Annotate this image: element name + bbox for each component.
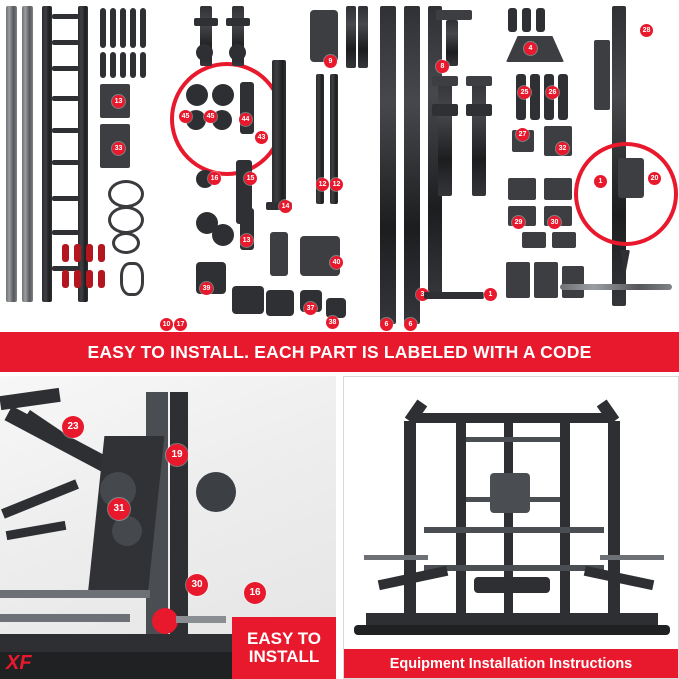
part-label: 45 (179, 110, 192, 123)
part-label: 4 (524, 42, 537, 55)
barbell-left (364, 555, 428, 560)
part-bracket-35 (326, 298, 346, 318)
part-pin-44 (240, 82, 254, 134)
part-red-bolt (98, 270, 105, 288)
part-label: 33 (112, 142, 125, 155)
part-clamp (270, 232, 288, 276)
part-bracket-9 (310, 10, 338, 62)
rack-crossbar-4 (424, 565, 604, 571)
part-cable-loop (108, 206, 144, 234)
part-pad-bracket (534, 262, 558, 298)
part-pulley (212, 84, 234, 106)
part-pin (530, 74, 540, 120)
part-label: 14 (279, 200, 292, 213)
part-pin (522, 8, 531, 32)
part-label: 16 (208, 172, 221, 185)
part-label: 25 (518, 86, 531, 99)
rack-crossbar-3 (424, 527, 604, 533)
part-label: 1 (594, 175, 607, 188)
photo-callout: 30 (186, 574, 208, 596)
part-bracket (544, 178, 572, 200)
rack-floor-shadow (354, 625, 670, 635)
part-label: 10 (160, 318, 173, 331)
part-bolt (120, 52, 126, 78)
part-bolt (120, 8, 126, 48)
part-u-bracket (120, 262, 144, 296)
part-tube (346, 6, 356, 68)
part-pin (508, 8, 517, 32)
part-bolt (130, 8, 136, 48)
part-cap (432, 76, 458, 86)
part-label: 39 (200, 282, 213, 295)
part-label: 15 (244, 172, 257, 185)
part-label: 13 (112, 95, 125, 108)
part-label: 17 (174, 318, 187, 331)
machine-red-knob (152, 608, 178, 634)
part-top-plate (436, 10, 472, 20)
part-label: 12 (316, 178, 329, 191)
machine-base-rail (0, 634, 250, 652)
part-main-column-a (380, 6, 396, 324)
part-label: 20 (648, 172, 661, 185)
part-pad-bracket (506, 262, 530, 298)
barbell-right (600, 555, 664, 560)
part-label: 8 (436, 60, 449, 73)
headline-banner (0, 332, 679, 372)
part-pin (558, 74, 568, 120)
photo-callout: 19 (166, 444, 188, 466)
photo-callout: 16 (244, 582, 266, 604)
part-rung (52, 160, 79, 165)
part-label: 29 (512, 216, 525, 229)
part-rung (52, 40, 79, 45)
part-rung (52, 96, 79, 101)
part-rung (52, 14, 79, 19)
part-bracket-33R (552, 232, 576, 248)
machine-pop-pin (176, 616, 226, 623)
part-pad-bracket (562, 266, 584, 298)
part-bracket (508, 178, 536, 200)
part-label: 28 (640, 24, 653, 37)
part-main-column-b (404, 6, 420, 324)
part-label: 1 (484, 288, 497, 301)
machine-weight-bar-2 (0, 614, 130, 622)
headline-text: EASY TO INSTALL. EACH PART IS LABELED WITH A CODE (87, 341, 592, 362)
part-rung (52, 196, 79, 201)
part-bolt (100, 52, 106, 78)
part-tube (472, 76, 486, 196)
part-label: 12 (330, 178, 343, 191)
part-label: 40 (330, 256, 343, 269)
rack-inner-column-right (560, 421, 570, 617)
part-red-bolt (86, 270, 93, 288)
rack-base-beam (366, 613, 658, 625)
part-red-bolt (74, 244, 81, 262)
caption-bar (344, 649, 678, 678)
part-joint (432, 104, 458, 116)
part-long-tube-14 (272, 60, 286, 208)
part-bolt (100, 8, 106, 48)
part-crossbeam (424, 292, 484, 299)
part-roller (196, 44, 213, 61)
rack-column-right (608, 421, 620, 621)
part-cap (466, 76, 492, 86)
part-label: 30 (548, 216, 561, 229)
part-bolt (110, 52, 116, 78)
part-label: 44 (239, 113, 252, 126)
part-red-bolt (74, 270, 81, 288)
part-rung (52, 230, 79, 235)
part-pulley (186, 84, 208, 106)
part-red-bolt (98, 244, 105, 262)
part-bracket-38 (232, 286, 264, 314)
part-clamp-20 (618, 158, 644, 198)
caption-text: Equipment Installation Instructions (389, 655, 633, 672)
part-rung (52, 128, 79, 133)
part-label: 6 (380, 318, 393, 331)
part-pulley (212, 224, 234, 246)
machine-column-2 (170, 392, 188, 642)
part-label: 38 (326, 316, 339, 329)
machine-weight-bar (0, 590, 150, 598)
part-barbell (560, 284, 672, 290)
part-tube (438, 76, 452, 196)
part-tube-8 (446, 20, 458, 66)
part-bracket-37 (266, 290, 294, 316)
part-jhook-arm (194, 18, 218, 26)
part-joint (466, 104, 492, 116)
part-label: 32 (556, 142, 569, 155)
part-red-bolt (62, 270, 69, 288)
photo-callout: 31 (108, 498, 130, 520)
part-bolt (140, 8, 146, 48)
rack-inner-column-left (456, 421, 466, 617)
easy-install-line2: INSTALL (248, 647, 320, 666)
part-red-bolt (86, 244, 93, 262)
easy-install-line1: EASY TO (246, 629, 321, 649)
part-label: 26 (546, 86, 559, 99)
part-cable-loop (112, 232, 140, 254)
part-tube (358, 6, 368, 68)
cable-carriage (490, 473, 530, 513)
rack-crossbar (466, 437, 560, 442)
photo-callout: 23 (62, 416, 84, 438)
part-cable-loop (108, 180, 144, 208)
part-pin (536, 8, 545, 32)
full-machine-photo (343, 376, 679, 679)
part-label: 27 (516, 128, 529, 141)
part-bolt (130, 52, 136, 78)
machine-pulley-2 (112, 516, 142, 546)
part-rung (52, 66, 79, 71)
parts-panel (0, 0, 679, 332)
part-label: 37 (304, 302, 317, 315)
brand-logo: XF (6, 652, 32, 674)
part-bolt (140, 52, 146, 78)
rack-column-left (404, 421, 416, 621)
part-upright-rail-a (6, 6, 17, 302)
part-label: 9 (324, 55, 337, 68)
part-upright-rail-b (22, 6, 33, 302)
part-red-bolt (62, 244, 69, 262)
part-bracket-33L (522, 232, 546, 248)
close-up-assembly-photo (0, 376, 336, 679)
part-tube (594, 40, 610, 110)
part-label: 45 (204, 110, 217, 123)
part-label: 43 (255, 131, 268, 144)
part-label: 6 (404, 318, 417, 331)
part-label: 13 (240, 234, 253, 247)
part-bolt (110, 8, 116, 48)
easy-install-badge (232, 617, 336, 679)
bench-pad (474, 577, 550, 593)
machine-pulley-3 (196, 472, 236, 512)
part-label: 3 (416, 288, 429, 301)
part-upright-rail-c (42, 6, 52, 302)
part-roller (229, 44, 246, 61)
part-jhook-arm (226, 18, 250, 26)
